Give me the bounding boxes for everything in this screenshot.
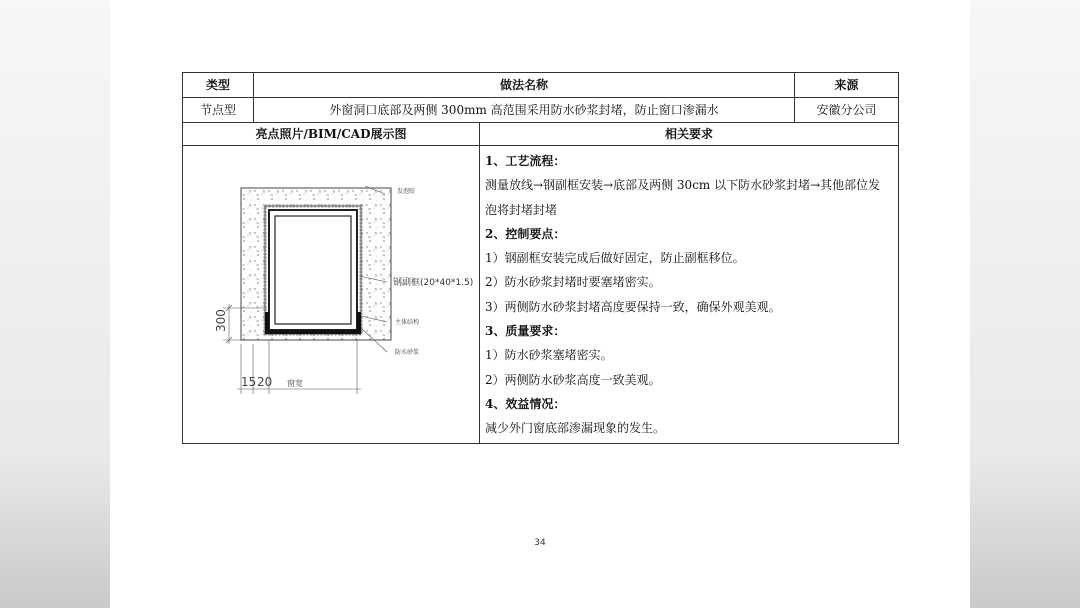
- page-number: 34: [534, 538, 546, 548]
- requirement-line: 1、工艺流程：: [485, 154, 566, 168]
- node-type-cell: 节点型: [183, 98, 254, 123]
- construction-method-table: [182, 72, 899, 444]
- label-foam: 发泡胶: [397, 188, 416, 195]
- content-row: [183, 146, 899, 444]
- requirement-line: 1）钢副框安装完成后做好固定，防止副框移位。: [485, 251, 745, 266]
- image-section-title: 亮点照片/BIM/CAD展示图: [183, 123, 480, 146]
- requirement-line: 1）防水砂浆塞堵密实。: [485, 348, 613, 363]
- header-type: 类型: [183, 73, 254, 98]
- left-margin-panel: [0, 0, 110, 608]
- header-row: [183, 73, 899, 98]
- label-waterproof-mortar: 防水砂浆: [395, 349, 420, 356]
- requirement-line: 2）防水砂浆封堵时要塞堵密实。: [485, 275, 661, 290]
- cad-drawing-cell: [183, 146, 480, 444]
- requirement-line: 2）两侧防水砂浆高度一致美观。: [485, 372, 661, 387]
- requirement-line: 3）两侧防水砂浆封堵高度要保持一致，确保外观美观。: [485, 299, 781, 314]
- label-steel-subframe: 钢副框(20*40*1.5): [393, 278, 474, 288]
- section-header-row: [183, 123, 899, 146]
- right-margin-panel: [970, 0, 1080, 608]
- requirements-section-title: 相关要求: [480, 123, 899, 146]
- requirement-line: 2、控制要点：: [485, 226, 566, 241]
- window-opening-cad-drawing: [183, 146, 479, 418]
- header-source: 来源: [795, 73, 899, 98]
- dimension-height-300: 300: [214, 309, 228, 332]
- dimension-window-width: 窗宽: [287, 379, 303, 388]
- requirements-cell: [480, 146, 899, 444]
- label-main-structure: 主体结构: [395, 319, 420, 326]
- window-frame: [275, 216, 351, 324]
- requirement-line: 泡将封堵封堵: [485, 202, 558, 217]
- dimension-15: 15: [241, 375, 257, 389]
- requirement-line: 减少外门窗底部渗漏现象的发生。: [485, 421, 666, 436]
- header-method-name: 做法名称: [254, 73, 795, 98]
- requirement-line: 4、效益情况：: [485, 396, 566, 411]
- dimension-20: 20: [257, 375, 273, 389]
- requirement-line: 3、质量要求：: [485, 324, 566, 339]
- source-cell: 安徽分公司: [795, 98, 899, 123]
- requirement-line: 测量放线→钢副框安装→底部及两侧 30cm 以下防水砂浆封堵→其他部位发: [485, 178, 881, 193]
- document-page: [110, 0, 970, 608]
- node-row: [183, 98, 899, 123]
- method-name-cell: 外窗洞口底部及两侧 300mm 高范围采用防水砂浆封堵，防止窗口渗漏水: [254, 98, 795, 123]
